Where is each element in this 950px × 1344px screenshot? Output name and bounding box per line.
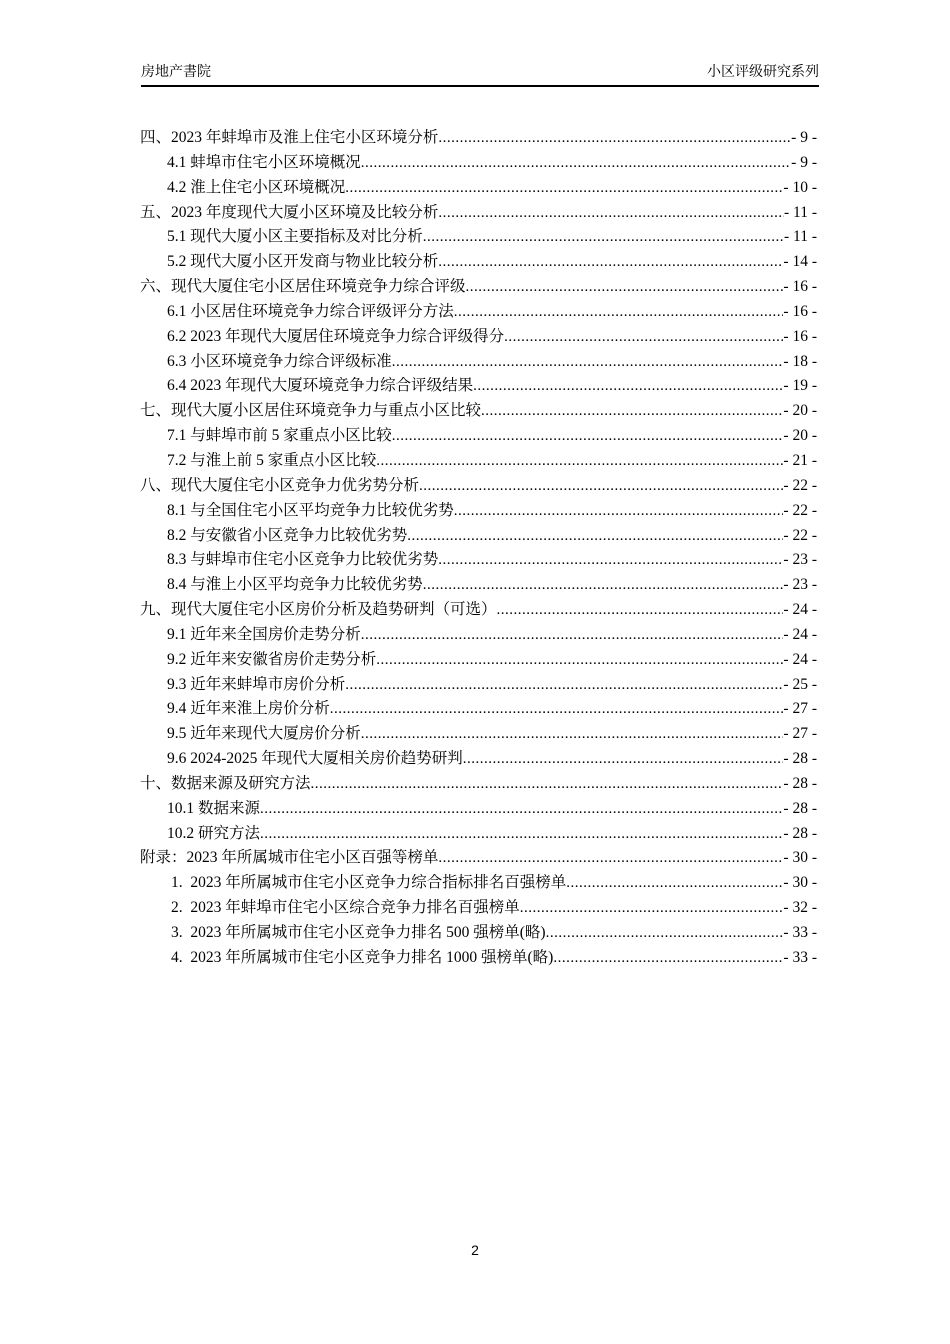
toc-dot-leader [566,871,783,896]
toc-entry-page: - 22 - [783,476,817,494]
toc-entry-title: 4.2 淮上住宅小区环境概况 [167,178,346,196]
toc-entry-page: - 27 - [783,725,817,743]
toc-entry[interactable] [140,151,817,176]
toc-entry[interactable] [140,275,817,300]
toc-dot-leader [481,399,783,424]
toc-entry[interactable] [140,822,817,847]
toc-dot-leader [546,921,784,946]
toc-entry[interactable] [140,374,817,399]
toc-entry[interactable] [140,126,817,151]
toc-entry-title: 5.2 现代大厦小区开发商与物业比较分析 [167,253,439,271]
page-number: 2 [471,1242,479,1258]
toc-entry-title: 3. 2023 年所属城市住宅小区竞争力排名 500 强榜单(略) [171,924,546,941]
toc-dot-leader [454,300,784,325]
toc-dot-leader [438,250,783,275]
toc-entry-page: - 21 - [783,451,817,469]
toc-dot-leader [553,946,783,971]
toc-entry-title: 6.4 2023 年现代大厦环境竞争力综合评级结果 [167,377,474,395]
toc-entry-title: 八、现代大厦住宅小区竞争力优劣势分析 [140,476,420,494]
toc-entry[interactable] [140,772,817,797]
header-right-text: 小区评级研究系列 [707,63,819,79]
toc-dot-leader [473,374,783,399]
toc-entry-page: - 33 - [783,924,817,941]
toc-entry[interactable] [140,697,817,722]
toc-entry[interactable] [140,449,817,474]
toc-dot-leader [361,722,784,747]
toc-entry-title: 7.2 与淮上前 5 家重点小区比较 [167,451,377,469]
toc-entry-title: 2. 2023 年蚌埠市住宅小区综合竞争力排名百强榜单 [171,899,520,917]
toc-entry[interactable] [140,648,817,673]
toc-entry-title: 9.3 近年来蚌埠市房价分析 [167,675,346,693]
toc-entry[interactable] [140,176,817,201]
toc-dot-leader [438,548,783,573]
toc-entry-page: - 16 - [783,327,817,345]
toc-dot-leader [438,126,791,151]
toc-entry-title: 6.3 小区环境竞争力综合评级标准 [167,352,392,370]
toc-entry-title: 6.1 小区居住环境竞争力综合评级评分方法 [167,302,454,320]
toc-entry-page: - 25 - [783,675,817,693]
toc-entry-page: - 22 - [783,526,817,544]
toc-entry[interactable] [140,250,817,275]
toc-entry-page: - 16 - [783,278,817,296]
toc-entry-page: - 30 - [783,849,817,867]
toc-entry-page: - 11 - [784,203,817,221]
toc-dot-leader [454,499,784,524]
toc-entry-title: 5.1 现代大厦小区主要指标及对比分析 [167,228,423,246]
toc-dot-leader [497,598,784,623]
toc-entry[interactable] [140,424,817,449]
toc-entry-page: - 24 - [783,650,817,668]
toc-dot-leader [376,449,783,474]
toc-entry[interactable] [140,573,817,598]
toc-dot-leader [438,201,784,226]
toc-entry-title: 9.1 近年来全国房价走势分析 [167,625,361,643]
toc-entry-page: - 24 - [783,601,817,619]
toc-entry[interactable] [140,846,817,871]
toc-entry-page: - 19 - [783,377,817,395]
toc-entry-page: - 27 - [783,700,817,718]
toc-entry-page: - 20 - [783,427,817,445]
toc-entry-title: 十、数据来源及研究方法 [140,774,311,792]
toc-entry[interactable] [140,797,817,822]
toc-entry-page: - 9 - [791,153,817,171]
toc-dot-leader [504,325,783,350]
toc-entry-page: - 16 - [783,302,817,320]
toc-entry-title: 9.2 近年来安徽省房价走势分析 [167,650,377,668]
toc-entry-title: 9.5 近年来现代大厦房价分析 [167,725,361,743]
toc-entry[interactable] [140,201,817,226]
toc-dot-leader [466,275,784,300]
toc-entry-page: - 28 - [783,750,817,768]
toc-entry-title: 附录：2023 年所属城市住宅小区百强等榜单 [140,849,439,867]
toc-entry-title: 九、现代大厦住宅小区房价分析及趋势研判（可选） [140,601,497,619]
toc-entry[interactable] [140,350,817,375]
toc-dot-leader [330,697,784,722]
toc-entry-title: 四、2023 年蚌埠市及淮上住宅小区环境分析 [140,129,439,146]
toc-dot-leader [392,424,784,449]
toc-entry-page: - 14 - [783,253,817,271]
toc-dot-leader [438,846,783,871]
page-footer [0,1242,950,1258]
toc-entry-title: 4.1 蚌埠市住宅小区环境概况 [167,153,361,171]
toc-entry-page: - 28 - [783,824,817,842]
toc-entry[interactable] [140,747,817,772]
toc-entry-page: - 28 - [783,799,817,817]
toc-entry-title: 1. 2023 年所属城市住宅小区竞争力综合指标排名百强榜单 [171,874,567,892]
toc-entry-title: 8.2 与安徽省小区竞争力比较优劣势 [167,526,408,544]
toc-entry-title: 六、现代大厦住宅小区居住环境竞争力综合评级 [140,278,466,296]
toc-entry-title: 9.4 近年来淮上房价分析 [167,700,330,718]
toc-entry-page: - 10 - [783,178,817,196]
toc-entry[interactable] [140,524,817,549]
toc-dot-leader [345,673,783,698]
toc-dot-leader [520,896,784,921]
toc-entry[interactable] [140,499,817,524]
toc-entry[interactable] [140,548,817,573]
toc-entry-title: 9.6 2024-2025 年现代大厦相关房价趋势研判 [167,750,463,768]
toc-entry[interactable] [140,673,817,698]
toc-entry[interactable] [140,871,817,896]
toc-dot-leader [423,225,784,250]
toc-entry-title: 8.4 与淮上小区平均竞争力比较优劣势 [167,576,423,594]
toc-entry-page: - 11 - [784,228,817,246]
toc-entry-page: - 24 - [783,625,817,643]
toc-dot-leader [376,648,783,673]
toc-dot-leader [260,797,783,822]
page-header [141,62,819,80]
toc-entry-page: - 9 - [791,129,817,146]
toc-list [140,126,817,971]
toc-entry-page: - 30 - [783,874,817,892]
toc-entry-page: - 23 - [783,551,817,569]
toc-entry[interactable] [140,921,817,946]
toc-entry-title: 8.1 与全国住宅小区平均竞争力比较优劣势 [167,501,454,519]
header-left-text: 房地产書院 [141,63,211,79]
toc-entry[interactable] [140,225,817,250]
toc-entry-page: - 22 - [783,501,817,519]
toc-entry-title: 10.1 数据来源 [167,799,261,817]
toc-entry[interactable] [140,623,817,648]
toc-entry-title: 七、现代大厦小区居住环境竞争力与重点小区比较 [140,402,482,420]
toc-dot-leader [361,623,784,648]
toc-dot-leader [361,151,791,176]
toc-entry-title: 6.2 2023 年现代大厦居住环境竞争力综合评级得分 [167,327,505,345]
toc-entry[interactable] [140,300,817,325]
toc-entry[interactable] [140,946,817,971]
toc-entry-page: - 32 - [783,899,817,917]
toc-entry[interactable] [140,325,817,350]
toc-entry-page: - 28 - [783,774,817,792]
toc-dot-leader [311,772,784,797]
toc-dot-leader [407,524,783,549]
toc-entry[interactable] [140,399,817,424]
toc-entry[interactable] [140,598,817,623]
toc-entry-page: - 18 - [783,352,817,370]
toc-entry-title: 10.2 研究方法 [167,824,261,842]
toc-entry-page: - 33 - [783,948,817,966]
header-rule [141,85,819,87]
toc-entry[interactable] [140,896,817,921]
toc-dot-leader [260,822,783,847]
toc-dot-leader [419,474,783,499]
toc-entry[interactable] [140,722,817,747]
toc-entry-page: - 20 - [783,402,817,420]
toc-dot-leader [463,747,784,772]
toc-entry[interactable] [140,474,817,499]
toc-dot-leader [345,176,783,201]
toc-dot-leader [392,350,784,375]
toc-entry-title: 7.1 与蚌埠市前 5 家重点小区比较 [167,427,392,445]
toc-entry-title: 8.3 与蚌埠市住宅小区竞争力比较优劣势 [167,551,439,569]
toc-entry-title: 五、2023 年度现代大厦小区环境及比较分析 [140,203,439,221]
toc-dot-leader [423,573,784,598]
toc-entry-page: - 23 - [783,576,817,594]
toc-entry-title: 4. 2023 年所属城市住宅小区竞争力排名 1000 强榜单(略) [171,948,554,966]
